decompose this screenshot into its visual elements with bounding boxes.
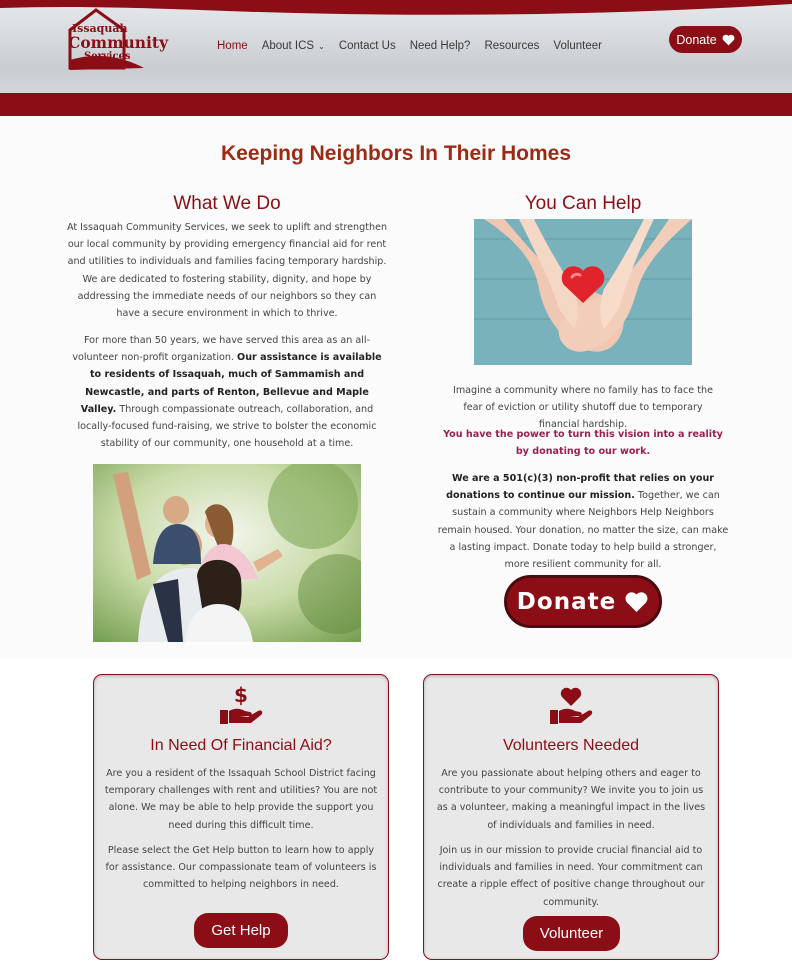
svg-text:$: $: [234, 684, 248, 707]
hand-dollar-icon: [218, 684, 264, 726]
heart-icon: [722, 34, 735, 46]
family-photo: [93, 464, 361, 642]
you-can-help-p3-end: Together, we can sustain a community where Neighbors Help Neighbors remain housed. Your donation, no matter the size, can make a lasting impact. Donate today to help build a stronger, more resilient community for all.: [437, 490, 729, 571]
main-donate-label: Donate: [516, 588, 617, 615]
nav-about[interactable]: [262, 40, 325, 52]
logo-text-community: Community: [68, 33, 169, 52]
what-we-do-heading: What We Do: [173, 193, 281, 214]
chevron-down-icon: ⌄: [318, 41, 325, 51]
volunteers-paragraph-2: Join us in our mission to provide crucial financial aid to individuals and families in need. Your commitment can create a ripple effect of positive change throughout our community.: [437, 845, 705, 908]
site-header: [0, 0, 792, 116]
nav-need-help[interactable]: Need Help?: [409, 40, 471, 52]
site-logo[interactable]: [66, 8, 169, 74]
main-nav: [217, 40, 616, 52]
you-can-help-heading: You Can Help: [524, 193, 642, 214]
header-donate-label: Donate: [676, 32, 717, 47]
heart-icon: [624, 591, 649, 613]
financial-aid-card: [93, 674, 389, 960]
logo-text-services: Services: [84, 51, 131, 62]
volunteers-card: [423, 674, 719, 960]
financial-aid-heading: In Need Of Financial Aid?: [150, 737, 332, 754]
what-we-do-p2-end: Through compassionate outreach, collaboration, and locally-focused fund-raising, we strive to bolster the economic stability of our community, one household at a time.: [77, 403, 377, 450]
what-we-do-paragraph-2: [66, 332, 388, 452]
header-band: [0, 93, 792, 116]
nav-contact[interactable]: Contact Us: [338, 40, 396, 52]
you-can-help-highlight: You have the power to turn this vision into a reality by donating to our work.: [443, 429, 723, 458]
main-donate-button[interactable]: [504, 575, 662, 628]
you-can-help-paragraph-3: [437, 470, 729, 573]
main-section: [0, 116, 792, 658]
financial-aid-paragraph-2: Please select the Get Help button to learn how to apply for assistance. Our compassionate team of volunteers is committed to helping neighbors in need.: [105, 845, 377, 891]
get-help-button[interactable]: Get Help: [194, 913, 288, 948]
nonprofit-status-text: We are a 501(c)(3) non-profit that relies on your donations to continue our mission.: [446, 473, 715, 502]
hand-heart-icon: [548, 684, 594, 726]
service-area-text: Our assistance is available to residents of Issaquah, much of Sammamish and Newcastle, and parts of Renton, Bellevue and Maple Valley.: [80, 352, 382, 415]
volunteers-heading: Volunteers Needed: [502, 737, 640, 754]
financial-aid-paragraph-1: Are you a resident of the Issaquah School District facing temporary challenges with rent and utilities? You are not alone. We may be able to help provide the support you need during this difficult time.: [104, 768, 378, 831]
page-title: Keeping Neighbors In Their Homes: [220, 142, 572, 165]
nav-home[interactable]: Home: [217, 40, 248, 52]
you-can-help-paragraph-1: Imagine a community where no family has to face the fear of eviction or utility shutoff due to temporary financial hardship.: [452, 385, 713, 431]
nav-resources[interactable]: Resources: [484, 40, 540, 52]
volunteers-paragraph-1: Are you passionate about helping others and eager to contribute to your community? We invite you to join us as a volunteer, making a meaningful impact in the lives of individuals and families in need.: [436, 768, 706, 831]
nav-about-label: About ICS: [261, 40, 315, 52]
family-photo-art: [93, 464, 361, 642]
what-we-do-paragraph-1: At Issaquah Community Services, we seek to uplift and strengthen our local community by providing emergency financial aid for rent and utilities to individuals and families facing temporary hardship. We are dedicated to fostering stability, dignity, and hope by addressing the immediate needs of our neighbors so they can have a secure environment in which to thrive.: [66, 222, 388, 320]
hands-heart-photo-art: [474, 219, 692, 365]
volunteer-button[interactable]: Volunteer: [523, 916, 620, 951]
logo-text-issaquah: Issaquah: [72, 22, 128, 35]
what-we-do-p2-start: For more than 50 years, we have served this area as an all-volunteer non-profit organization.: [72, 335, 371, 364]
nav-volunteer[interactable]: Volunteer: [553, 40, 603, 52]
hands-heart-photo: [474, 219, 692, 365]
header-donate-button[interactable]: [669, 26, 742, 53]
